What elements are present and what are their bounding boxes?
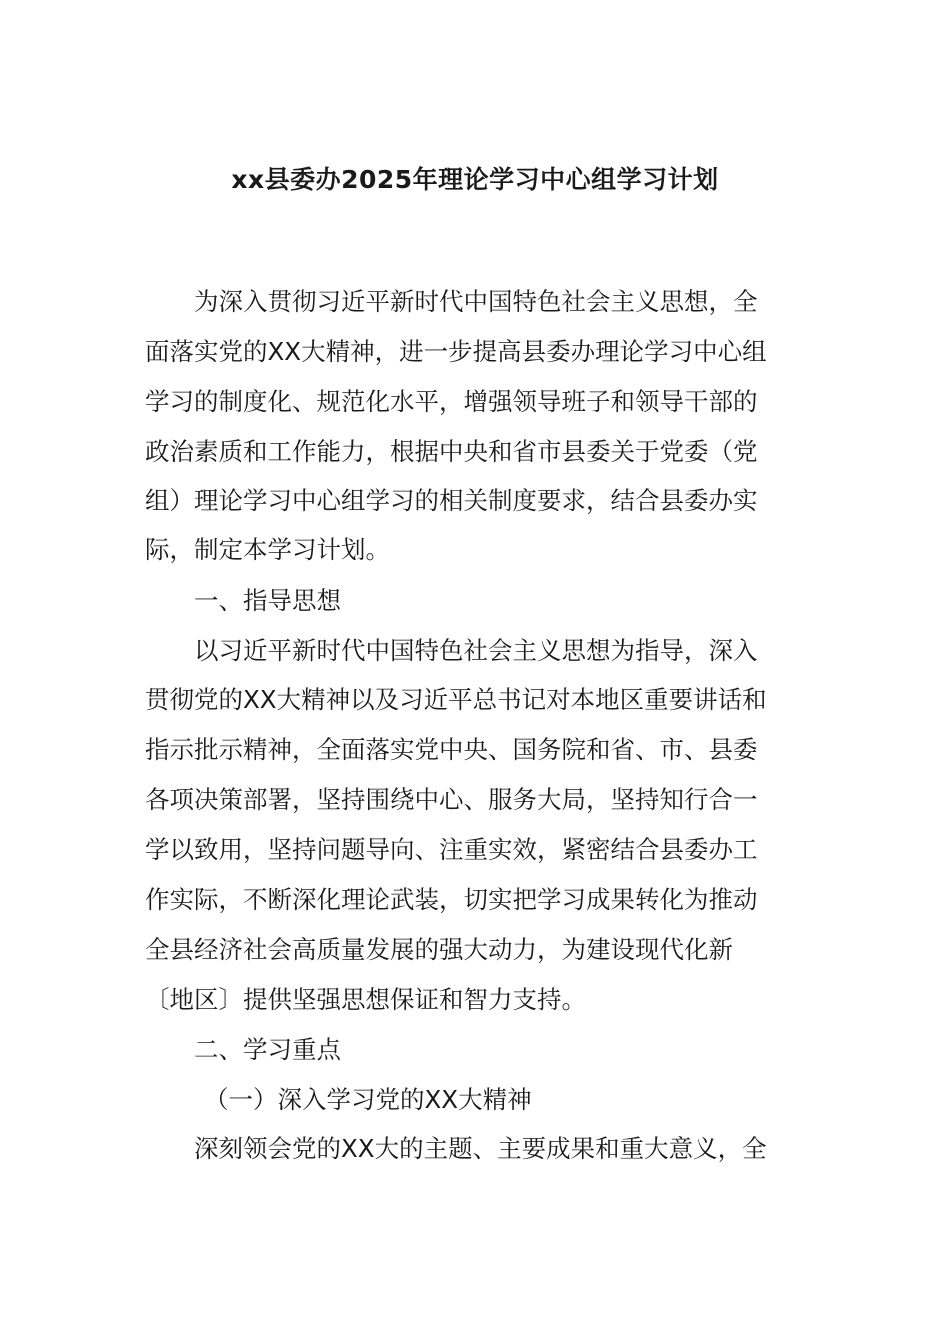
section1-line: 作实际，不断深化理论武装，切实把学习成果转化为推动	[145, 885, 758, 914]
section1-line: 学以致用，坚持问题导向、注重实效，紧密结合县委办工	[145, 835, 758, 864]
subsection-heading: （一）深入学习党的XX大精神	[204, 1085, 532, 1114]
intro-line: 面落实党的XX大精神，进一步提高县委办理论学习中心组	[145, 337, 767, 366]
section1-line: 各项决策部署，坚持围绕中心、服务大局，坚持知行合一	[145, 785, 758, 814]
intro-line: 组）理论学习中心组学习的相关制度要求，结合县委办实	[145, 486, 758, 515]
section-heading-study-focus: 二、学习重点	[194, 1035, 341, 1064]
document-title: xx县委办2025年理论学习中心组学习计划	[231, 165, 719, 194]
intro-line: 学习的制度化、规范化水平，增强领导班子和领导干部的	[145, 387, 758, 416]
section-heading-guiding-thought: 一、指导思想	[194, 586, 341, 615]
section1-line: 〔地区〕提供坚强思想保证和智力支持。	[145, 985, 586, 1014]
section1-line: 指示批示精神，全面落实党中央、国务院和省、市、县委	[145, 735, 758, 764]
section1-line: 全县经济社会高质量发展的强大动力，为建设现代化新	[145, 935, 733, 964]
intro-line: 为深入贯彻习近平新时代中国特色社会主义思想，全	[194, 287, 758, 316]
section1-line: 贯彻党的XX大精神以及习近平总书记对本地区重要讲话和	[145, 685, 767, 714]
section1-line: 以习近平新时代中国特色社会主义思想为指导，深入	[194, 636, 758, 665]
subsection-line: 深刻领会党的XX大的主题、主要成果和重大意义，全	[194, 1134, 767, 1163]
intro-line: 际，制定本学习计划。	[145, 535, 390, 564]
intro-line: 政治素质和工作能力，根据中央和省市县委关于党委（党	[145, 437, 758, 466]
